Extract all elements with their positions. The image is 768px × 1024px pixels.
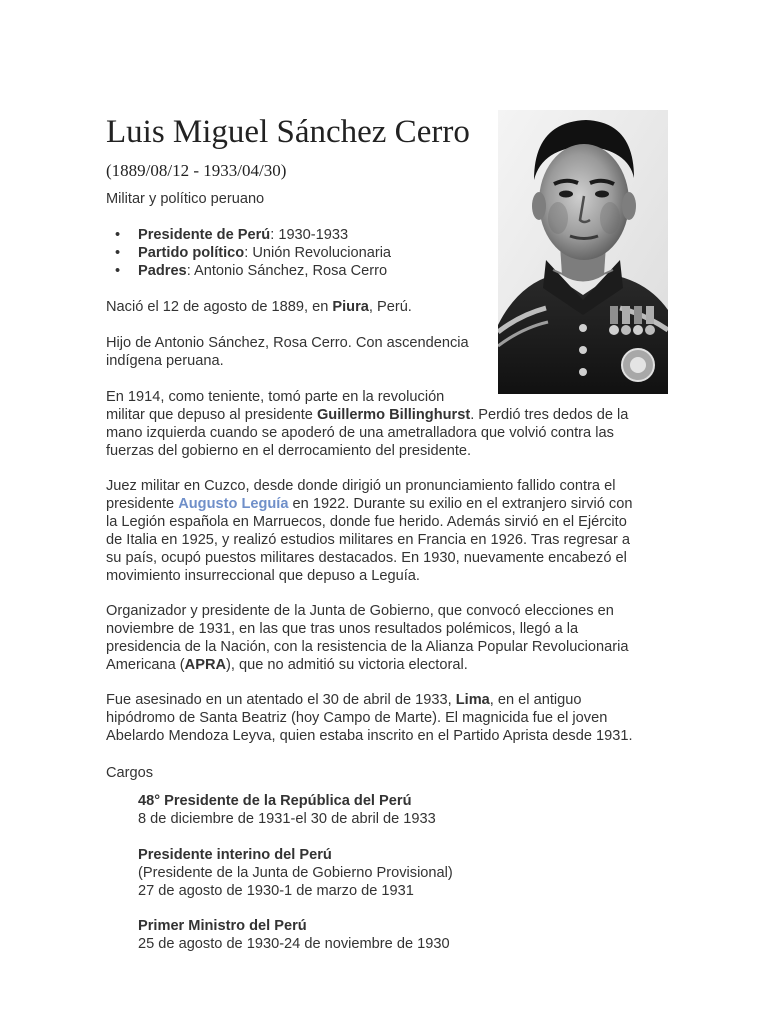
fact-label: Presidente de Perú bbox=[138, 227, 271, 243]
text-run: Nació el 12 de agosto de 1889, en bbox=[106, 299, 333, 315]
assassination-paragraph bbox=[106, 691, 633, 745]
cargo-title: Primer Ministro del Perú bbox=[138, 918, 307, 934]
leguia-link[interactable]: Augusto Leguía bbox=[178, 496, 289, 512]
apra-link[interactable]: APRA bbox=[184, 657, 227, 673]
cargo-detail: (Presidente de la Junta de Gobierno Provisional) bbox=[138, 865, 453, 881]
cargo-item bbox=[138, 917, 450, 953]
cargo-title: 48° Presidente de la República del Perú bbox=[138, 793, 412, 809]
text-line: Juez militar en Cuzco, desde donde dirigió un pronunciamiento fallido contra el bbox=[106, 478, 616, 494]
cargos-heading: Cargos bbox=[106, 765, 154, 781]
text-line: Organizador y presidente de la Junta de Gobierno, que convocó elecciones en bbox=[106, 603, 614, 619]
text-line: Abelardo Mendoza Leyva, quien estaba inscrito en el Partido Aprista desde 1931. bbox=[106, 728, 633, 744]
text-run: Americana ( bbox=[106, 657, 185, 673]
cargo-dates: 8 de diciembre de 1931-el 30 de abril de 1933 bbox=[138, 811, 436, 827]
text-line: presidencia de la Nación, con la resistencia de la Alianza Popular Revolucionaria bbox=[106, 639, 629, 655]
text-line: indígena peruana. bbox=[106, 353, 224, 369]
text-line: hipódromo de Santa Beatriz (hoy Campo de Marte). El magnicida fue el joven bbox=[106, 710, 608, 726]
lima-link[interactable]: Lima bbox=[455, 692, 490, 708]
bullet-icon: • bbox=[115, 227, 121, 243]
fact-item bbox=[115, 262, 391, 280]
bullet-icon: • bbox=[115, 263, 121, 279]
text-line: de Italia en 1925, y realizó estudios militares en Francia en 1926. Tras regresar a bbox=[106, 532, 631, 548]
cargo-item bbox=[138, 792, 436, 828]
text-run: militar que depuso al presidente bbox=[106, 407, 317, 423]
fact-label: Partido político bbox=[138, 245, 245, 261]
text-run: , Perú. bbox=[368, 299, 412, 315]
portrait-photo bbox=[498, 110, 668, 394]
text-run: presidente bbox=[106, 496, 179, 512]
billinghurst-link[interactable]: Guillermo Billinghurst bbox=[316, 407, 471, 423]
text-line: fuerzas del gobierno en el derrocamiento del presidente. bbox=[106, 443, 472, 459]
fact-label: Padres bbox=[138, 263, 187, 279]
text-line: mano izquierda cuando se apoderó de una ametralladora que volvió contra las bbox=[106, 425, 614, 441]
text-line: En 1914, como teniente, tomó parte en la revolución bbox=[106, 389, 445, 405]
fact-item bbox=[115, 226, 391, 244]
text-run: . Perdió tres dedos de la bbox=[470, 407, 629, 423]
facts-list bbox=[115, 226, 391, 280]
birth-paragraph bbox=[106, 298, 412, 316]
text-run: ), que no admitió su victoria electoral. bbox=[226, 657, 468, 673]
bullet-icon: • bbox=[115, 245, 121, 261]
cargo-title: Presidente interino del Perú bbox=[138, 847, 332, 863]
text-run: Fue asesinado en un atentado el 30 de abril de 1933, bbox=[106, 692, 456, 708]
cargo-item bbox=[138, 846, 453, 900]
fact-item bbox=[115, 244, 391, 262]
text-line: su país, ocupó puestos militares destacados. En 1930, nuevamente encabezó el bbox=[106, 550, 627, 566]
text-line: Hijo de Antonio Sánchez, Rosa Cerro. Con ascendencia bbox=[106, 335, 469, 351]
text-line: la Legión española en Marruecos, donde fue herido. Además sirvió en el Ejército bbox=[106, 514, 627, 530]
cargo-dates: 27 de agosto de 1930-1 de marzo de 1931 bbox=[138, 883, 414, 899]
text-line: movimiento insurreccional que depuso a Leguía. bbox=[106, 568, 420, 584]
text-run: , en el antiguo bbox=[489, 692, 582, 708]
birthplace-link[interactable]: Piura bbox=[332, 299, 369, 315]
text-line: noviembre de 1931, en las que tras unos resultados polémicos, llegó a la bbox=[106, 621, 579, 637]
description: Militar y político peruano bbox=[106, 191, 265, 207]
cargo-dates: 25 de agosto de 1930-24 de noviembre de 1930 bbox=[138, 936, 450, 952]
revolution-paragraph bbox=[106, 388, 628, 460]
junta-paragraph bbox=[106, 602, 628, 674]
cuzco-paragraph bbox=[106, 477, 632, 585]
text-run: en 1922. Durante su exilio en el extranjero sirvió con bbox=[288, 496, 633, 512]
fact-value: : Unión Revolucionaria bbox=[244, 245, 392, 261]
parents-paragraph bbox=[106, 334, 469, 370]
life-dates: (1889/08/12 - 1933/04/30) bbox=[106, 161, 287, 180]
fact-value: : 1930-1933 bbox=[270, 227, 349, 243]
page-title: Luis Miguel Sánchez Cerro bbox=[106, 114, 470, 150]
fact-value: : Antonio Sánchez, Rosa Cerro bbox=[186, 263, 388, 279]
